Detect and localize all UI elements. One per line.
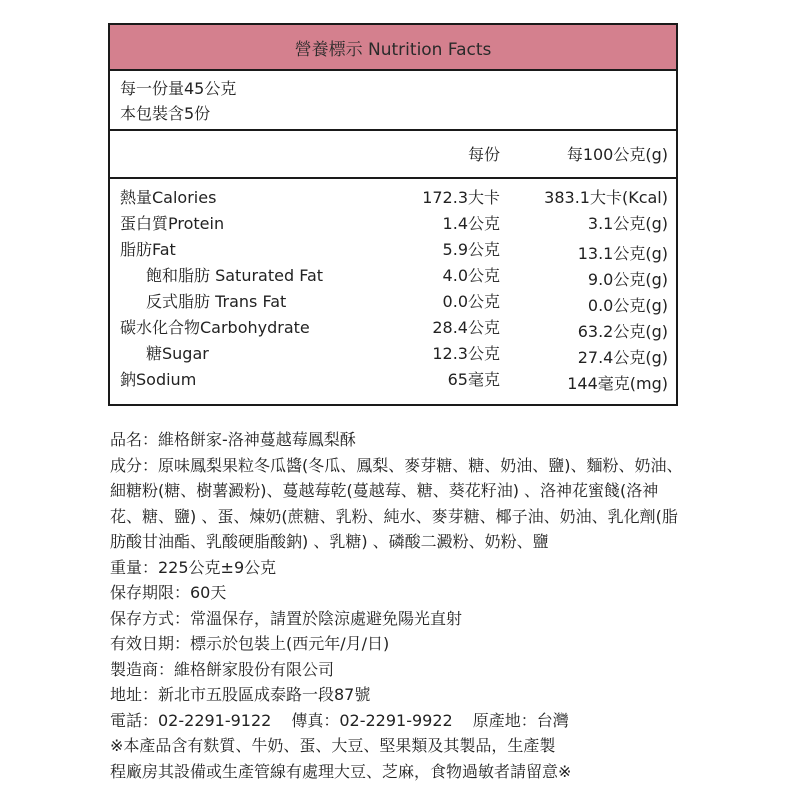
nutrient-label: 脂肪Fat xyxy=(120,240,176,259)
expiry-date: 有效日期：標示於包裝上(西元年/月/日) xyxy=(110,634,390,653)
net-weight: 重量：225公克±9公克 xyxy=(110,557,277,577)
nutrient-per-100g: 3.1公克(g) xyxy=(587,214,668,233)
nutrient-row-protein xyxy=(110,211,676,237)
nutrient-per-100g: 9.0公克(g) xyxy=(587,270,668,289)
nutrient-row-calories xyxy=(110,185,676,211)
product-name: 品名：維格餅家-洛神蔓越莓鳳梨酥 xyxy=(110,430,356,449)
serving-size: 每一份量45公克 xyxy=(120,79,237,98)
storage-method: 保存方式：常溫保存，請置於陰涼處避免陽光直射 xyxy=(110,608,463,628)
nutrient-label: 糖Sugar xyxy=(146,344,209,363)
per-100g-header: 每100公克(g) xyxy=(566,145,668,164)
nutrient-label: 鈉Sodium xyxy=(120,370,197,389)
origin: 原產地：台灣 xyxy=(472,710,569,730)
nutrient-label: 反式脂肪 Trans Fat xyxy=(146,292,287,311)
nutrient-row-sodium xyxy=(110,367,676,393)
nutrition-facts-title: 營養標示 Nutrition Facts xyxy=(110,25,676,71)
nutrient-label: 碳水化合物Carbohydrate xyxy=(120,318,310,337)
nutrient-per-serving: 65毫克 xyxy=(447,370,500,389)
nutrient-per-serving: 172.3大卡 xyxy=(422,188,500,207)
serving-info xyxy=(110,71,676,131)
product-info xyxy=(110,427,690,784)
nutrition-facts-table xyxy=(108,23,678,406)
servings-per-package: 本包裝含5份 xyxy=(120,104,211,123)
nutrient-per-100g: 383.1大卡(Kcal) xyxy=(544,188,668,207)
nutrient-per-serving: 1.4公克 xyxy=(442,214,500,233)
nutrient-per-serving: 12.3公克 xyxy=(432,344,500,363)
nutrient-row-trans-fat xyxy=(110,289,676,315)
nutrient-label: 飽和脂肪 Saturated Fat xyxy=(146,266,324,285)
nutrient-rows xyxy=(110,179,676,404)
nutrient-label: 蛋白質Protein xyxy=(120,214,225,233)
nutrient-per-100g: 27.4公克(g) xyxy=(577,348,668,367)
fax: 傳真：02-2291-9922 xyxy=(291,710,453,730)
nutrient-row-carbohydrate xyxy=(110,315,676,341)
allergen-notice-line1: ※本產品含有麩質、牛奶、蛋、大豆、堅果類及其製品，生產製 xyxy=(110,736,556,755)
nutrient-per-serving: 5.9公克 xyxy=(442,240,500,259)
nutrient-row-saturated-fat xyxy=(110,263,676,289)
manufacturer: 製造商：維格餅家股份有限公司 xyxy=(110,659,335,679)
nutrient-per-100g: 13.1公克(g) xyxy=(577,244,668,263)
ingredients: 成分：原味鳳梨果粒冬瓜醬(冬瓜、鳳梨、麥芽糖、糖、奶油、鹽)、麵粉、奶油、細糖粉(糖、樹薯澱粉)、蔓越莓乾(蔓越莓、糖、葵花籽油) 、洛神花蜜餞(洛神花、糖、鹽) 、蛋、煉奶(蔗糖、乳粉、純水、麥芽糖、椰子油、奶油、乳化劑(脂肪酸甘油酯、乳酸硬脂酸鈉) 、乳糖) 、磷酸二澱粉、奶粉、鹽 xyxy=(110,455,683,551)
address: 地址：新北市五股區成泰路一段87號 xyxy=(110,685,371,704)
nutrient-label: 熱量Calories xyxy=(120,188,217,207)
column-headers xyxy=(110,131,676,179)
nutrient-per-serving: 4.0公克 xyxy=(442,266,500,285)
nutrient-per-serving: 0.0公克 xyxy=(442,292,500,311)
nutrient-per-100g: 63.2公克(g) xyxy=(577,322,668,341)
contact-line xyxy=(110,708,690,734)
phone: 電話：02-2291-9122 xyxy=(110,710,272,730)
nutrient-per-serving: 28.4公克 xyxy=(432,318,500,337)
per-serving-header: 每份 xyxy=(467,145,500,164)
allergen-notice-line2: 程廠房其設備或生產管線有處理大豆、芝麻，食物過敏者請留意※ xyxy=(110,761,572,781)
nutrient-per-100g: 144毫克(mg) xyxy=(567,374,668,393)
nutrient-row-fat xyxy=(110,237,676,263)
nutrient-per-100g: 0.0公克(g) xyxy=(587,296,668,315)
shelf-life: 保存期限：60天 xyxy=(110,583,227,602)
nutrient-row-sugar xyxy=(110,341,676,367)
